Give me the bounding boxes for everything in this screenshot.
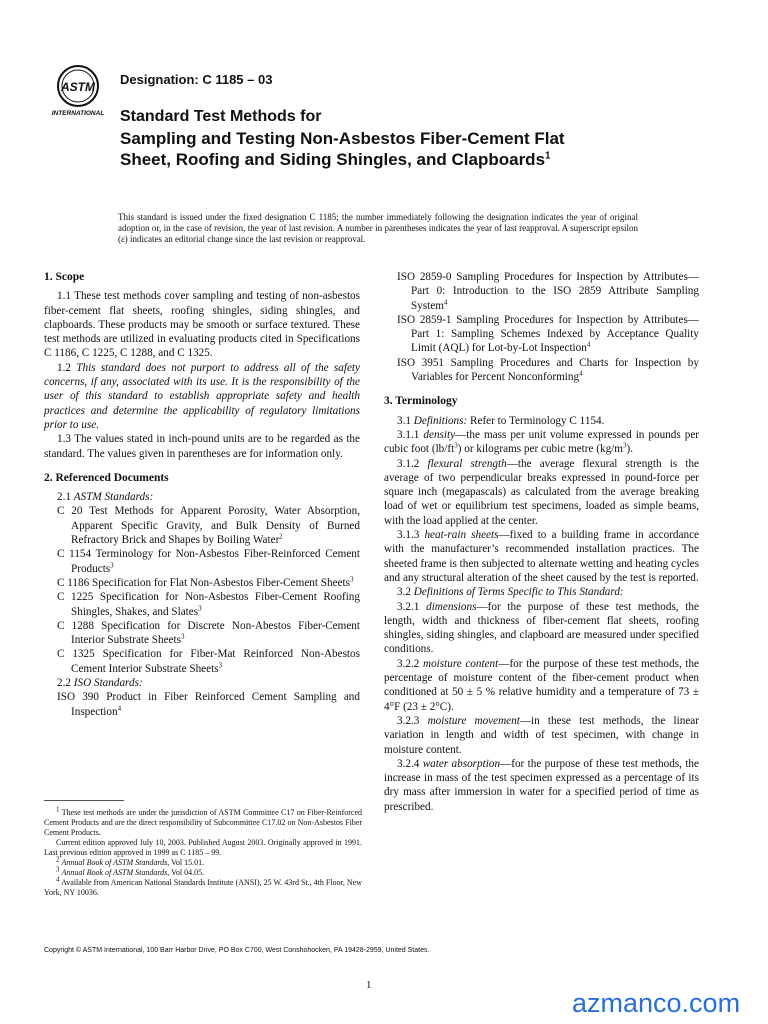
footnote-1b: Current edition approved July 10, 2003. Published August 2003. Originally approved in 1991. Last previous edition approved in 1999 as C 1185 – 99. — [44, 838, 362, 857]
title-line-1: Sampling and Testing Non-Asbestos Fiber-Cement Flat — [120, 129, 565, 148]
para-3-1: 3.1 Definitions: Refer to Terminology C 1154. — [397, 414, 605, 427]
para-3-1-1: 3.1.1 density—the mass per unit volume expressed in pounds per cubic foot $(lb/ft^3)$ or kilograms per cubic metre $(kg/m^3)$. — [384, 428, 700, 456]
ref-iso3951: ISO 3951 Sampling Procedures and Charts for Inspection by Variables for Percent Nonconforming$^4$ — [397, 356, 699, 384]
footnote-3: $^3$ Annual Book of ASTM Standards, Vol 04.05. — [56, 865, 205, 877]
svg-text:ASTM: ASTM — [61, 80, 95, 94]
ref-c1288: C 1288 Specification for Discrete Non-Abestos Fiber-Cement Interior Substrate Sheets$^3$ — [57, 619, 360, 647]
footnotes — [44, 805, 363, 898]
ref-c1225: C 1225 Specification for Non-Asbestos Fiber-Cement Roofing Shingles, Shakes, and Slates$^3$ — [57, 591, 360, 618]
astm-logo — [46, 62, 110, 118]
footnote-1: $^1$ These test methods are under the jurisdiction of ASTM Committee C17 on Fiber-Reinforced Cement Products and are the direct responsibility of Subcommittee C17.02 on Non-Asbestos Fiber Cement Products. — [44, 805, 363, 837]
ref-c1325: C 1325 Specification for Fiber-Mat Reinforced Non-Abestos Cement Interior Substrate Sheets$^3$ — [57, 648, 360, 675]
designation: Designation: C 1185 – 03 — [120, 72, 273, 87]
para-1-1: 1.1 These test methods cover sampling and testing of non-asbestos fiber-cement flat sheets, roofing shingles, siding shingles, and clapboards. These products may be smooth or surface textured. These test methods are utilized in evaluating products cited in Specifications C 1186, C 1225, C 1288, and C 1325. — [44, 290, 360, 360]
left-column — [44, 270, 360, 719]
para-3-1-3: 3.1.3 heat-rain sheets—fixed to a building frame in accordance with the manufacturer’s recommended installation practices. The sheeted frame is then subjected to alternate wetting and heating cycles and any structural alteration of the sheet caused by the test is reported. — [384, 529, 699, 584]
para-3-2: 3.2 Definitions of Terms Specific to This Standard: — [397, 586, 624, 599]
para-3-2-2: 3.2.2 moisture content—for the purpose of these test methods, the percentage of moisture content of the fiber-cement product when conditioned at 50 ± 5 % relative humidity and a temperature of 73 ± 4°F (23 ± 2°C). — [384, 657, 700, 713]
para-3-2-4: 3.2.4 water absorption—for the purpose of these test methods, the increase in mass of the test specimen expressed as a percentage of its dry mass after immersion in water for a specified period of time as prescribed. — [384, 757, 699, 813]
ref-iso2859-1: ISO 2859-1 Sampling Procedures for Inspection by Attributes—Part 1: Sampling Schemes Indexed by Acceptance Quality Limit (AQL) for Lot-by-Lot Inspection$^4$ — [397, 313, 699, 355]
ref-iso390: ISO 390 Product in Fiber Reinforced Cement Sampling and Inspection$^4$ — [57, 691, 360, 718]
para-2-2: 2.2 ISO Standards: — [57, 677, 143, 690]
ref-c1186: C 1186 Specification for Flat Non-Asbestos Fiber-Cement Sheets$^3$ — [57, 575, 354, 589]
logo-text: INTERNATIONAL — [51, 110, 105, 117]
section-heading-terminology: 3. Terminology — [384, 395, 458, 408]
section-heading-scope: 1. Scope — [44, 271, 85, 283]
watermark: azmanco.com — [572, 988, 741, 1018]
para-3-1-2: 3.1.2 flexural strength—the average flexural strength is the average of two perpendicular breaks expressed in pound-force per square inch (megapascals) as calculated from the average breaking load of wet or equilibrium test specimens, loaded as simple beams, with the load applied at the center. — [384, 457, 699, 527]
para-1-3: 1.3 The values stated in inch-pound units are to be regarded as the standard. The values given in parentheses are for information only. — [44, 433, 360, 460]
title-line-2: Sheet, Roofing and Siding Shingles, and Clapboards$^1$ — [120, 150, 551, 169]
section-heading-referenced-documents: 2. Referenced Documents — [44, 471, 169, 484]
title-footnote-ref: 1 — [545, 150, 551, 162]
ref-iso2859-0: ISO 2859-0 Sampling Procedures for Inspection by Attributes—Part 0: Introduction to the ISO 2859 Attribute Sampling System$^4$ — [397, 271, 699, 312]
document-title — [120, 128, 620, 170]
page-number: 1 — [366, 979, 372, 991]
title-prefix: Standard Test Methods for — [120, 108, 322, 125]
para-3-2-3: 3.2.3 moisture movement—in these test methods, the linear variation in length and width of test specimen, with change in moisture content. — [384, 714, 700, 756]
footnote-2: $^2$ Annual Book of ASTM Standards, Vol 15.01. — [56, 855, 205, 867]
footnote-4: $^4$ Available from American National Standards Institute (ANSI), 25 W. 43rd St., 4th Floor, New York, NY 10036. — [44, 875, 362, 897]
right-column — [384, 270, 699, 814]
para-3-2-1: 3.2.1 dimensions—for the purpose of these test methods, the length, width and thickness of fiber-cement flat sheets, roofing shingles, siding shingles, and clapboard are measured under specified conditions. — [384, 600, 699, 656]
ref-c20: C 20 Test Methods for Apparent Porosity, Water Absorption, Apparent Specific Gravity, and Bulk Density of Burned Refractory Brick and Shapes by Boiling Water$^2$ — [57, 505, 360, 547]
para-2-1: 2.1 ASTM Standards: — [57, 491, 154, 504]
copyright-line: Copyright © ASTM International, 100 Barr Harbor Drive, PO Box C700, West Conshohocken, PA 19428-2959, United States. — [44, 947, 430, 954]
ref-c1154: C 1154 Terminology for Non-Asbestos Fiber-Reinforced Cement Products$^3$ — [57, 548, 360, 575]
para-1-2: 1.2 This standard does not purport to address all of the safety concerns, if any, associated with its use. It is the responsibility of the user of this standard to establish appropriate safety and health practices and determine the applicability of regulatory limitations prior to use. — [44, 361, 361, 431]
footnote-rule — [44, 800, 124, 801]
standard-intro: This standard is issued under the fixed designation C 1185; the number immediately following the designation indicates the year of original adoption or, in the case of revision, the year of last revision. A number in parentheses indicates the year of last reapproval. A superscript epsilon (ε) indicates an editorial change since the last revision or reapproval. — [118, 212, 638, 244]
